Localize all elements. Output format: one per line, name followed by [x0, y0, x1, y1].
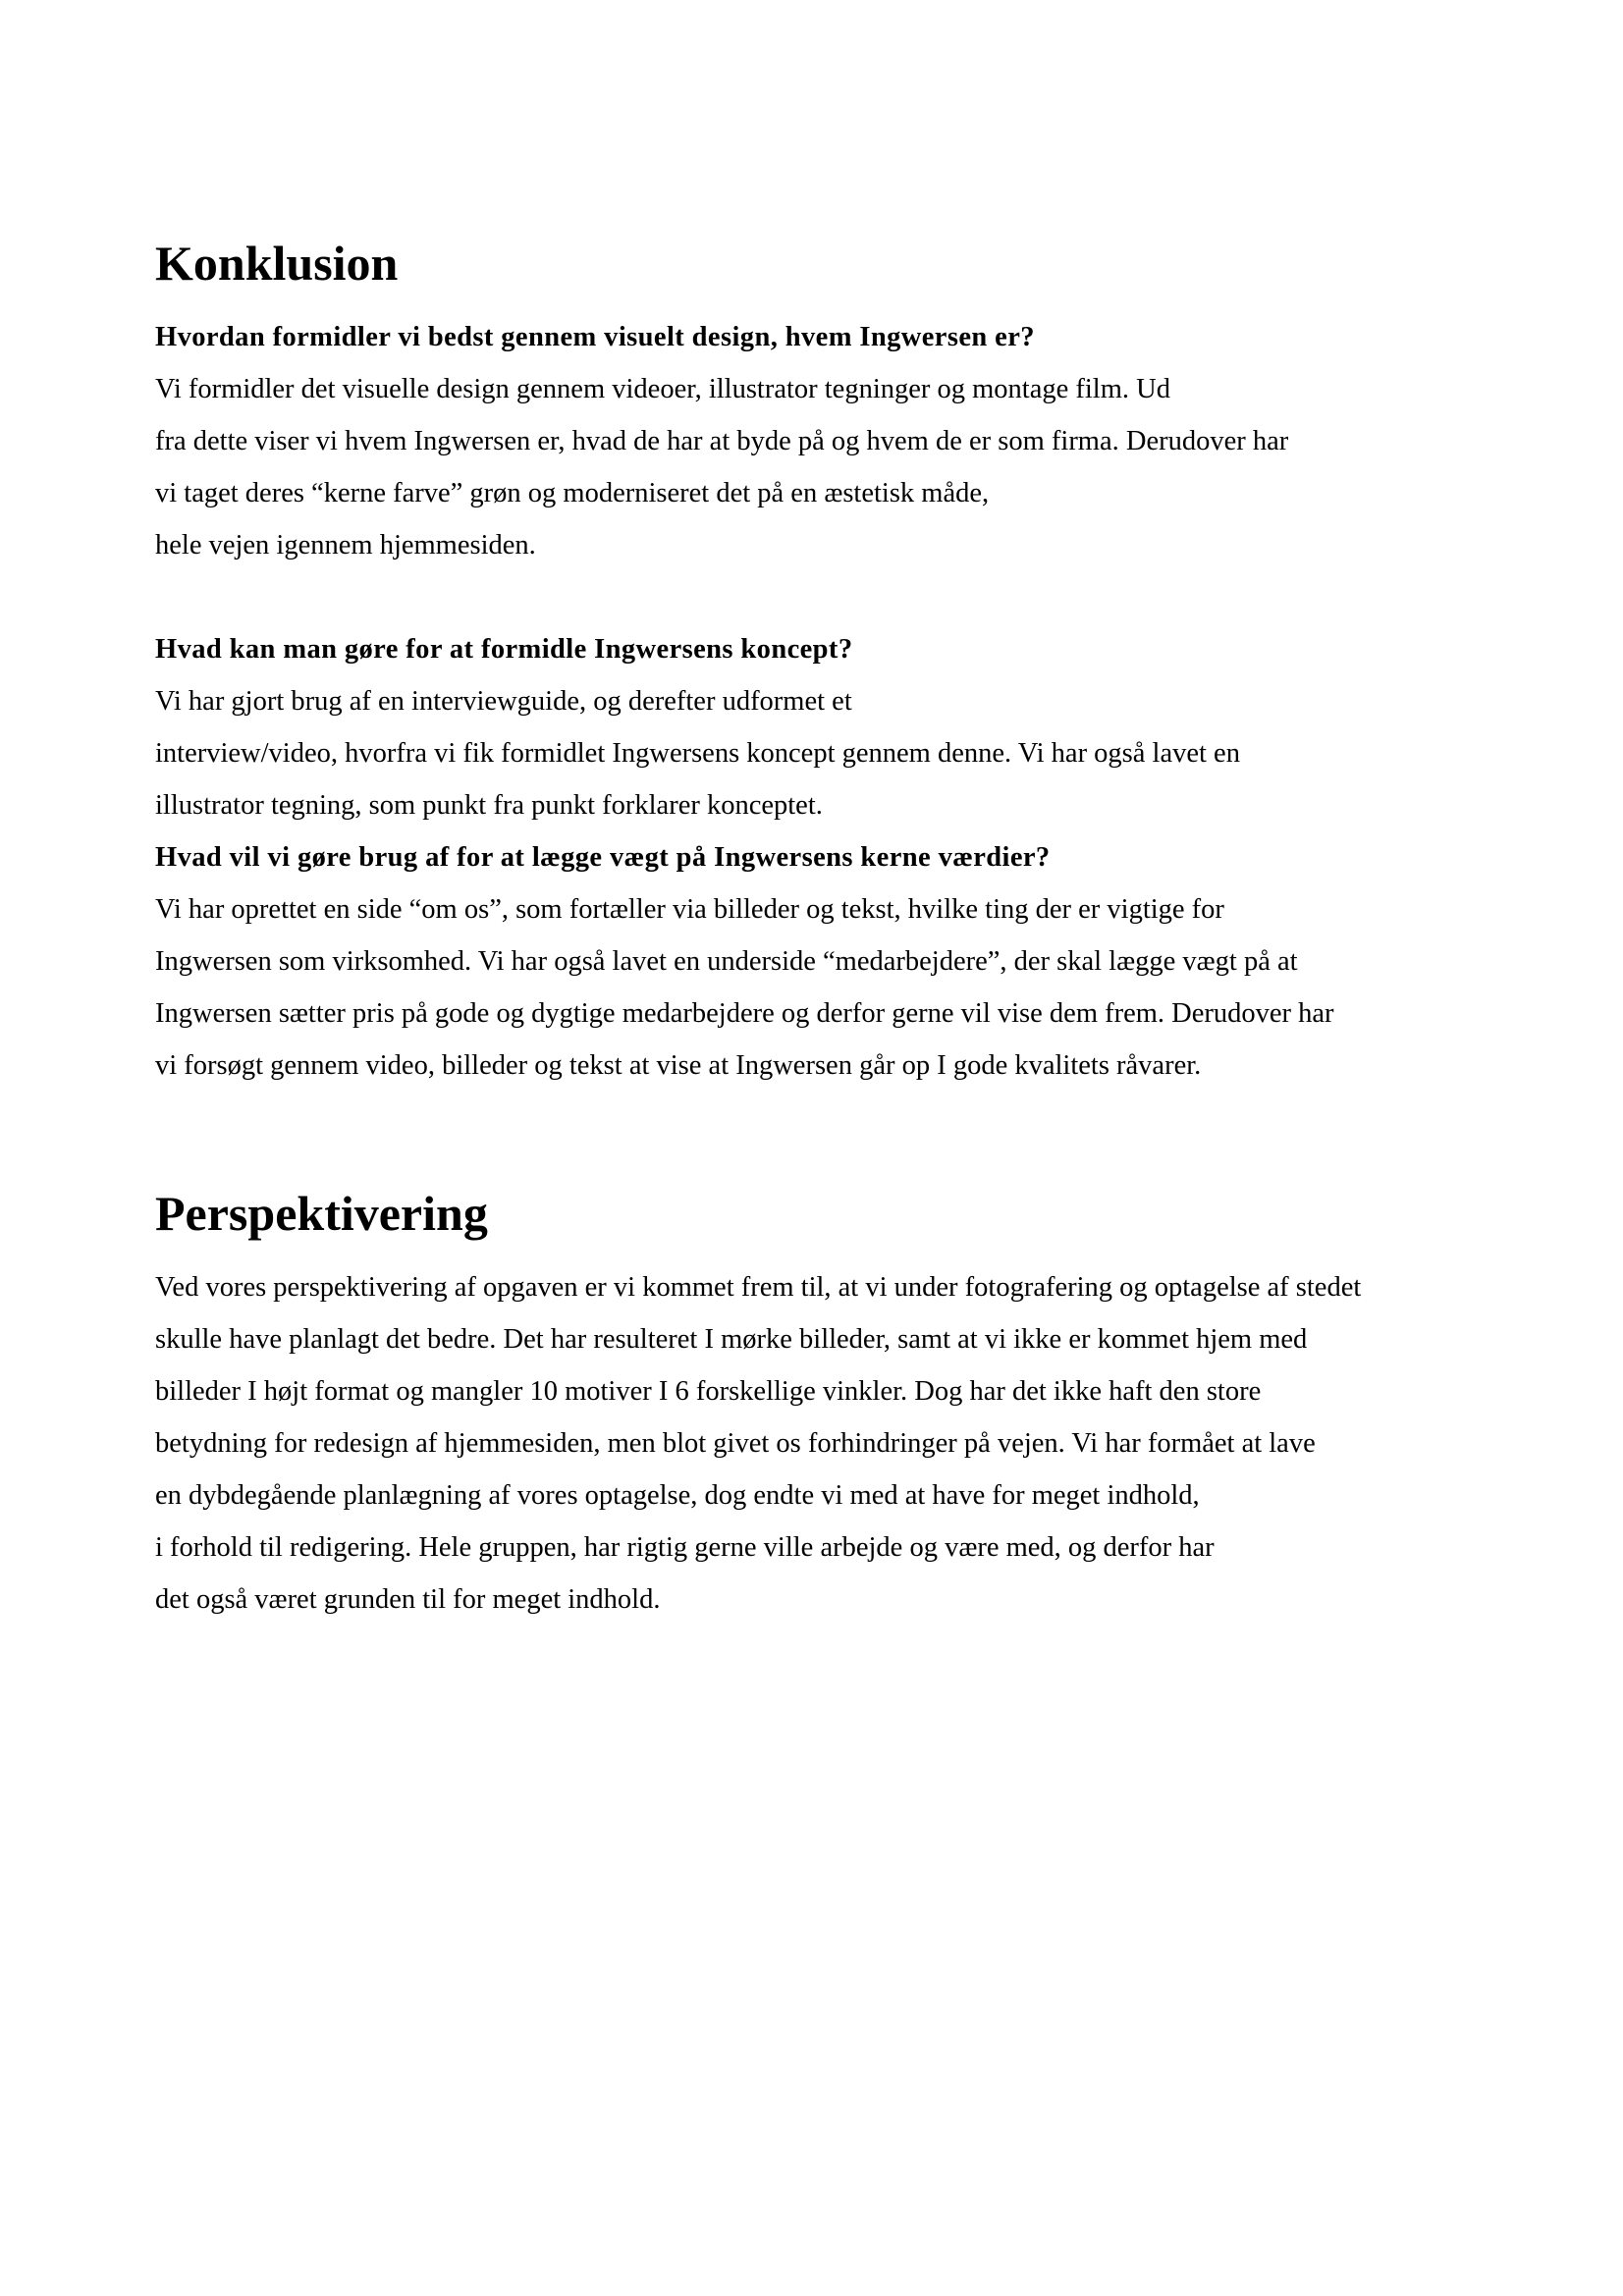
perspektivering-line-6: i forhold til redigering. Hele gruppen, har rigtig gerne ville arbejde og være med, og derfor har: [155, 1532, 1215, 1563]
answer-2-line-1: Vi har gjort brug af en interviewguide, og derefter udformet et: [155, 686, 852, 717]
answer-1-line-2: fra dette viser vi hvem Ingwersen er, hvad de har at byde på og hvem de er som firma. Derudover har: [155, 426, 1289, 456]
question-1: Hvordan formidler vi bedst gennem visuelt design, hvem Ingwersen er?: [155, 322, 1035, 352]
answer-1-line-4: hele vejen igennem hjemmesiden.: [155, 530, 536, 561]
answer-1-line-1: Vi formidler det visuelle design gennem videoer, illustrator tegninger og montage film. Ud: [155, 374, 1170, 404]
answer-2-line-2: interview/video, hvorfra vi fik formidlet Ingwersens koncept gennem denne. Vi har også lavet en: [155, 738, 1240, 769]
answer-3-line-1: Vi har oprettet en side “om os”, som fortæller via billeder og tekst, hvilke ting der er vigtige for: [155, 894, 1224, 925]
perspektivering-line-7: det også været grunden til for meget indhold.: [155, 1584, 661, 1615]
konklusion-heading: Konklusion: [155, 236, 399, 291]
perspektivering-line-4: betydning for redesign af hjemmesiden, men blot givet os forhindringer på vejen. Vi har formået at lave: [155, 1428, 1316, 1459]
question-3: Hvad vil vi gøre brug af for at lægge vægt på Ingwersens kerne værdier?: [155, 842, 1051, 873]
perspektivering-line-1: Ved vores perspektivering af opgaven er vi kommet frem til, at vi under fotografering og optagelse af stedet: [155, 1272, 1362, 1303]
perspektivering-line-3: billeder I højt format og mangler 10 motiver I 6 forskellige vinkler. Dog har det ikke haft den store: [155, 1376, 1262, 1407]
answer-2-line-3: illustrator tegning, som punkt fra punkt forklarer konceptet.: [155, 790, 823, 821]
answer-1-line-3: vi taget deres “kerne farve” grøn og moderniseret det på en æstetisk måde,: [155, 478, 990, 508]
perspektivering-heading: Perspektivering: [155, 1186, 488, 1241]
perspektivering-line-2: skulle have planlagt det bedre. Det har resulteret I mørke billeder, samt at vi ikke er kommet hjem med: [155, 1324, 1308, 1355]
answer-3-line-3: Ingwersen sætter pris på gode og dygtige medarbejdere og derfor gerne vil vise dem frem. Derudover har: [155, 998, 1334, 1029]
perspektivering-line-5: en dybdegående planlægning af vores optagelse, dog endte vi med at have for meget indhold,: [155, 1480, 1200, 1511]
answer-3-line-4: vi forsøgt gennem video, billeder og tekst at vise at Ingwersen går op I gode kvalitets råvarer.: [155, 1050, 1202, 1081]
question-2: Hvad kan man gøre for at formidle Ingwersens koncept?: [155, 634, 853, 665]
answer-3-line-2: Ingwersen som virksomhed. Vi har også lavet en underside “medarbejdere”, der skal lægge vægt på at: [155, 946, 1298, 977]
